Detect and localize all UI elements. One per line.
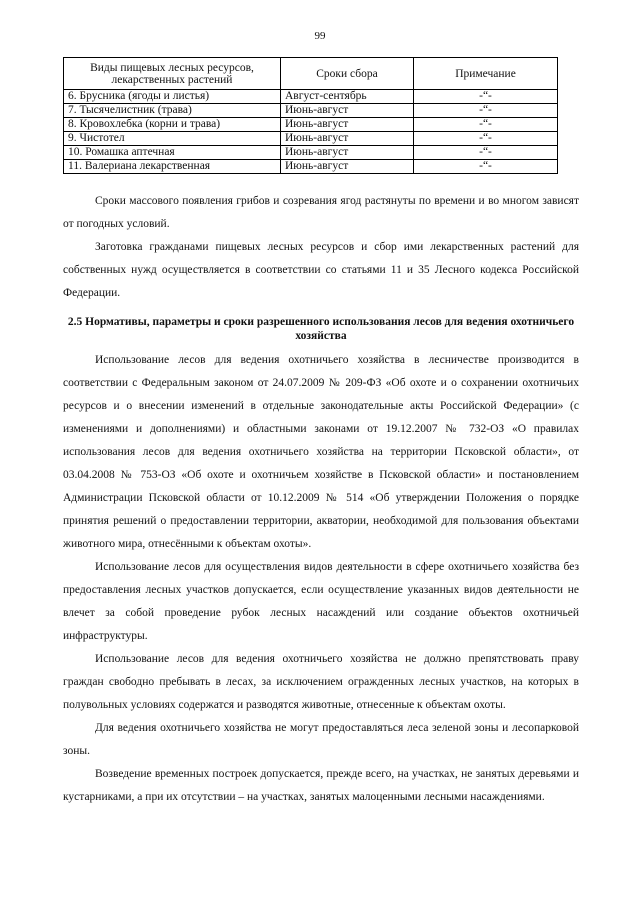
period-cell: Июнь-август (281, 118, 414, 132)
paragraph: Для ведения охотничьего хозяйства не могут предоставляться леса зеленой зоны и лесопарковой зоны. (63, 722, 579, 757)
note-cell: -“- (414, 160, 558, 174)
species-harvest-table (63, 57, 558, 174)
note-cell: -“- (414, 90, 558, 104)
table-row (64, 118, 558, 132)
paragraph: Возведение временных построек допускается, прежде всего, на участках, не занятых деревьями и кустарниками, а при их отсутствии – на участках, занятых малоценными лесными насаждениями. (63, 768, 579, 803)
column-header-species: Виды пищевых лесных ресурсов, лекарственных растений (64, 58, 281, 90)
table-row (64, 104, 558, 118)
paragraph: Использование лесов для осуществления видов деятельности в сфере охотничьего хозяйства без предоставления лесных участков допускается, если осуществление указанных видов деятельности не влечет за собой проведение рубок лесных насаждений или создание объектов охотничьей инфраструктуры. (63, 561, 579, 642)
species-cell: 8. Кровохлебка (корни и трава) (64, 118, 281, 132)
species-cell: 9. Чистотел (64, 132, 281, 146)
section-heading: 2.5 Нормативы, параметры и сроки разрешенного использования лесов для ведения охотничьего хозяйства (67, 316, 575, 342)
note-cell: -“- (414, 146, 558, 160)
period-cell: Август-сентябрь (281, 90, 414, 104)
body-text (63, 190, 579, 809)
page-number: 99 (314, 30, 326, 42)
paragraph: Использование лесов для ведения охотничьего хозяйства в лесничестве производится в соответствии с Федеральным законом от 24.07.2009 № 209-ФЗ «Об охоте и о сохранении охотничьих ресурсов и о внесении изменений в отдельные законодательные акты Российской Федерации» (с изменениями и дополнениями) и областными законами от 19.12.2007 № 732-ОЗ «О правилах использования лесов для ведения охотничьего хозяйства на территории Псковской области», от 03.04.2008 № 753-ОЗ «Об охоте и охотничьем хозяйстве в Псковской области» и постановлением Администрации Псковской области от 10.12.2009 № 514 «Об утверждении Положения о порядке принятия решений о предоставлении территории, акватории, необходимой для пользования объектами животного мира, отнесёнными к объектам охоты». (63, 354, 579, 550)
column-header-note: Примечание (414, 58, 558, 90)
species-cell: 10. Ромашка аптечная (64, 146, 281, 160)
note-cell: -“- (414, 132, 558, 146)
paragraph: Сроки массового появления грибов и созревания ягод растянуты по времени и во многом зависят от погодных условий. (63, 195, 579, 230)
table-row (64, 160, 558, 174)
note-cell: -“- (414, 104, 558, 118)
species-cell: 6. Брусника (ягоды и листья) (64, 90, 281, 104)
period-cell: Июнь-август (281, 160, 414, 174)
period-cell: Июнь-август (281, 104, 414, 118)
column-header-period: Сроки сбора (281, 58, 414, 90)
species-cell: 11. Валериана лекарственная (64, 160, 281, 174)
table-row (64, 132, 558, 146)
paragraph: Использование лесов для ведения охотничьего хозяйства не должно препятствовать праву граждан свободно пребывать в лесах, за исключением огражденных лесных участков, на которых в полувольных условиях содержатся и разводятся животные, отнесенные к объектам охоты. (63, 653, 579, 711)
period-cell: Июнь-август (281, 146, 414, 160)
note-cell: -“- (414, 118, 558, 132)
table-row (64, 146, 558, 160)
period-cell: Июнь-август (281, 132, 414, 146)
paragraph: Заготовка гражданами пищевых лесных ресурсов и сбор ими лекарственных растений для собственных нужд осуществляется в соответствии со статьями 11 и 35 Лесного кодекса Российской Федерации. (63, 241, 579, 299)
table-row (64, 90, 558, 104)
species-cell: 7. Тысячелистник (трава) (64, 104, 281, 118)
table-header-row (64, 58, 558, 90)
